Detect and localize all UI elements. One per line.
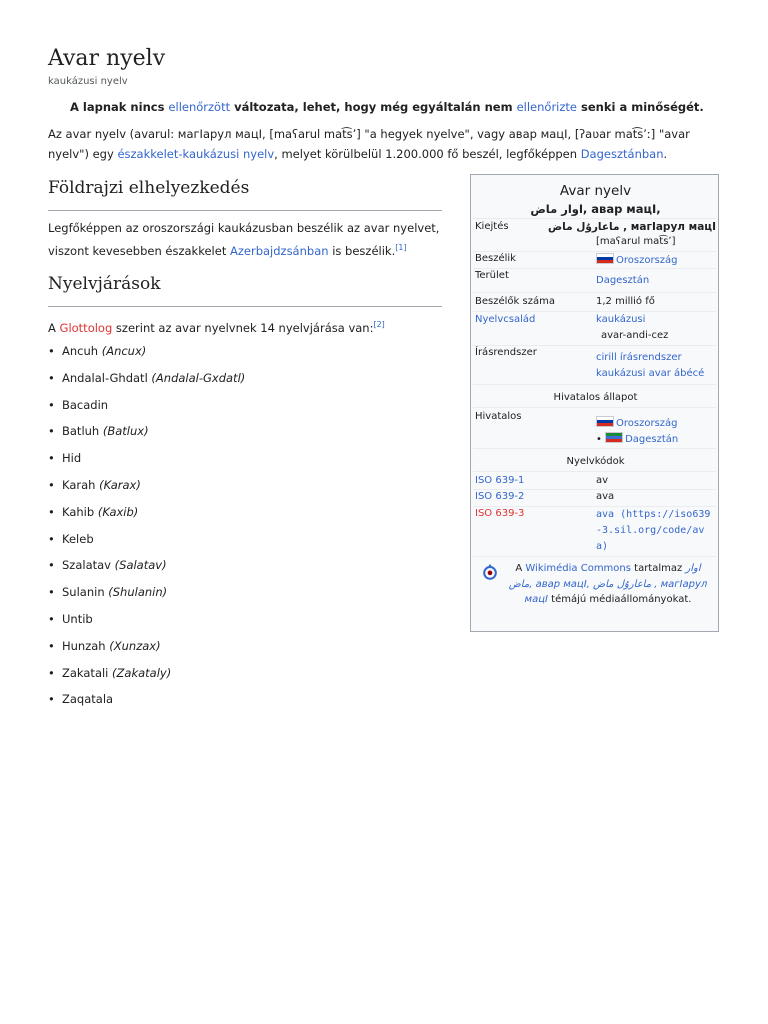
link-russia-official[interactable]: Oroszország: [616, 418, 678, 429]
section-heading-geography: Földrajzi elhelyezkedés: [48, 178, 250, 198]
dialect-list: [48, 342, 245, 717]
dialect-name: Szalatav: [62, 558, 111, 573]
row-divider: [473, 407, 716, 408]
dialect-name: Batluh: [62, 424, 100, 439]
dialect-name: Hid: [62, 451, 82, 466]
label-pronunciation: Kiejtés: [475, 221, 509, 232]
notice-link-review[interactable]: ellenőrizte: [516, 100, 578, 114]
link-russia[interactable]: Oroszország: [616, 255, 678, 266]
commons-text-1: A: [515, 563, 526, 574]
list-item: [48, 637, 245, 664]
wikimedia-commons-icon: [481, 563, 499, 581]
geo-text-1: Legfőképpen az oroszországi kaukázusban beszélik az avar nyelvet, viszont kevesebben északkelet: [48, 221, 440, 258]
page-subtitle: kaukázusi nyelv: [48, 76, 128, 87]
label-writing-system: Írásrendszer: [475, 347, 537, 358]
dialect-name: Bacadin: [62, 397, 109, 412]
row-divider: [473, 292, 716, 293]
dialect-alt: (Kaxib): [97, 504, 139, 519]
row-divider: [473, 384, 716, 385]
list-item: [48, 369, 245, 396]
list-item: [48, 342, 245, 369]
link-wikimedia-commons[interactable]: Wikimédia Commons: [525, 563, 631, 574]
dialect-name: Zaqatala: [62, 692, 114, 707]
value-pronunciation-2: [maʕarul mat͡sʼ]: [596, 236, 676, 247]
dialect-alt: (Karax): [99, 477, 141, 492]
section-divider: [48, 306, 442, 307]
row-divider: [473, 345, 716, 346]
value-iso-639-2: ava: [596, 491, 615, 502]
link-caucasian[interactable]: kaukázusi: [596, 314, 646, 325]
commons-note: [503, 561, 713, 608]
link-dagestan-official[interactable]: Dagesztán: [625, 434, 679, 445]
reference-1[interactable]: [1]: [395, 243, 407, 252]
infobox: [470, 174, 719, 632]
value-official-2: [596, 432, 716, 445]
geography-paragraph: [48, 219, 442, 261]
intro-paragraph: [48, 124, 720, 164]
header-official-status: Hivatalos állapot: [553, 392, 638, 403]
list-item: [48, 664, 245, 691]
row-divider: [473, 311, 716, 312]
row-divider: [473, 268, 716, 269]
dialect-alt: (Shulanin): [108, 585, 168, 600]
dialect-name: Hunzah: [62, 638, 106, 653]
dialect-alt: (Batlux): [102, 424, 149, 439]
intro-text-2: , melyet körülbelül 1.200.000 fő beszél, legfőképpen: [274, 147, 581, 161]
link-iso-639-2[interactable]: ISO 639-2: [475, 491, 525, 502]
dialect-alt: (Salatav): [114, 558, 167, 573]
link-iso-639-3[interactable]: ISO 639-3: [475, 508, 525, 519]
dial-text-2: szerint az avar nyelvnek 14 nyelvjárása van:: [112, 320, 374, 335]
intro-text-1: Az avar nyelv (avarul: магӀарул мацӀ, [maʕarul mat͡sʼ] "a hegyek nyelve", vagy авар мацӀ, [ʔaʋar mat͡sʼː] "avar nyelv") egy: [48, 127, 690, 161]
list-item: [48, 610, 245, 637]
dialects-intro: [48, 315, 385, 338]
dialect-name: Ancuh: [62, 344, 99, 358]
link-language-family-label[interactable]: Nyelvcsalád: [475, 314, 536, 325]
glottolog-link[interactable]: Glottolog: [59, 320, 113, 335]
dialect-alt: (Andalal-Gxdatl): [151, 370, 246, 385]
notice-text-2: változata, lehet, hogy még egyáltalán nem: [230, 100, 517, 114]
value-iso-639-1: av: [596, 475, 609, 486]
row-divider: [473, 448, 716, 449]
dialect-alt: (Xunzax): [109, 638, 161, 653]
russia-flag-icon: [596, 416, 614, 427]
intro-link-dagestan[interactable]: Dagesztánban: [580, 147, 664, 161]
dial-text-1: A: [48, 320, 60, 335]
intro-link-language-family[interactable]: északkelet-kaukázusi nyelv: [117, 147, 275, 161]
link-avar-alphabet[interactable]: kaukázusi avar ábécé: [596, 368, 705, 379]
geo-link-azerbaijan[interactable]: Azerbajdzsánban: [229, 243, 329, 258]
link-iso-639-1[interactable]: ISO 639-1: [475, 475, 525, 486]
review-notice: [70, 100, 704, 114]
notice-text-1: A lapnak nincs: [70, 100, 169, 114]
label-speakers: Beszélők száma: [475, 296, 555, 307]
intro-text-3: .: [663, 147, 668, 161]
reference-2[interactable]: [2]: [373, 320, 385, 329]
dialect-name: Keleb: [62, 531, 94, 546]
link-dagestan-region[interactable]: Dagesztán: [596, 275, 650, 286]
russia-flag-icon: [596, 253, 614, 264]
list-item: [48, 503, 245, 530]
dialect-name: Zakatali: [62, 665, 109, 680]
list-item: [48, 449, 245, 476]
list-item: [48, 690, 245, 717]
dialect-alt: (Ancux): [101, 344, 147, 358]
commons-text-3: témájú médiaállományokat.: [547, 594, 692, 605]
commons-native-names[interactable]: اوار ماض, авар мацӀ, ماعارۇل ماض , магӀарул мацӀ: [508, 563, 708, 605]
dagestan-flag-icon: [605, 432, 623, 443]
list-item: [48, 556, 245, 583]
value-speakers: 1,2 millió fő: [596, 296, 655, 307]
list-item: [48, 422, 245, 449]
value-official-1: [596, 416, 716, 429]
dialect-name: Karah: [62, 477, 96, 492]
row-divider: [473, 556, 716, 557]
commons-text-2: tartalmaz: [630, 563, 686, 574]
notice-text-3: senki a minőségét.: [577, 100, 704, 114]
value-spoken-in: [596, 253, 716, 266]
infobox-native-name: اوار ماض, авар мацӀ,: [530, 202, 661, 216]
header-language-codes: Nyelvkódok: [566, 456, 625, 467]
page-title: Avar nyelv: [48, 46, 166, 71]
infobox-title: Avar nyelv: [559, 183, 632, 199]
label-spoken-in: Beszélik: [475, 253, 516, 264]
row-divider: [473, 251, 716, 252]
list-item: [48, 583, 245, 610]
dialect-name: Sulanin: [62, 585, 105, 600]
row-divider: [473, 471, 716, 472]
notice-link-reviewed[interactable]: ellenőrzött: [168, 100, 231, 114]
dialect-name: Andalal-Ghdatl: [62, 370, 148, 385]
list-item: [48, 530, 245, 557]
row-divider: [473, 218, 716, 219]
section-divider: [48, 210, 442, 211]
geo-text-2: is beszélik.: [328, 243, 396, 258]
dialect-name: Kahib: [62, 504, 95, 519]
value-iso-639-3[interactable]: ava (https://iso639-3.sil.org/code/ava): [596, 509, 711, 552]
bullet: •: [596, 434, 606, 445]
label-region: Terület: [475, 270, 509, 281]
value-subfamily: avar-andi-cez: [601, 330, 669, 341]
link-cyrillic[interactable]: cirill írásrendszer: [596, 352, 682, 363]
label-official: Hivatalos: [475, 411, 522, 422]
dialect-name: Untib: [62, 611, 93, 626]
list-item: [48, 476, 245, 503]
section-heading-dialects: Nyelvjárások: [48, 274, 161, 294]
list-item: [48, 396, 245, 423]
row-divider: [473, 489, 716, 490]
value-native-spelling: ماعارۇل ماض , магӀарул мацӀ: [548, 221, 716, 233]
dialect-alt: (Zakataly): [112, 665, 172, 680]
